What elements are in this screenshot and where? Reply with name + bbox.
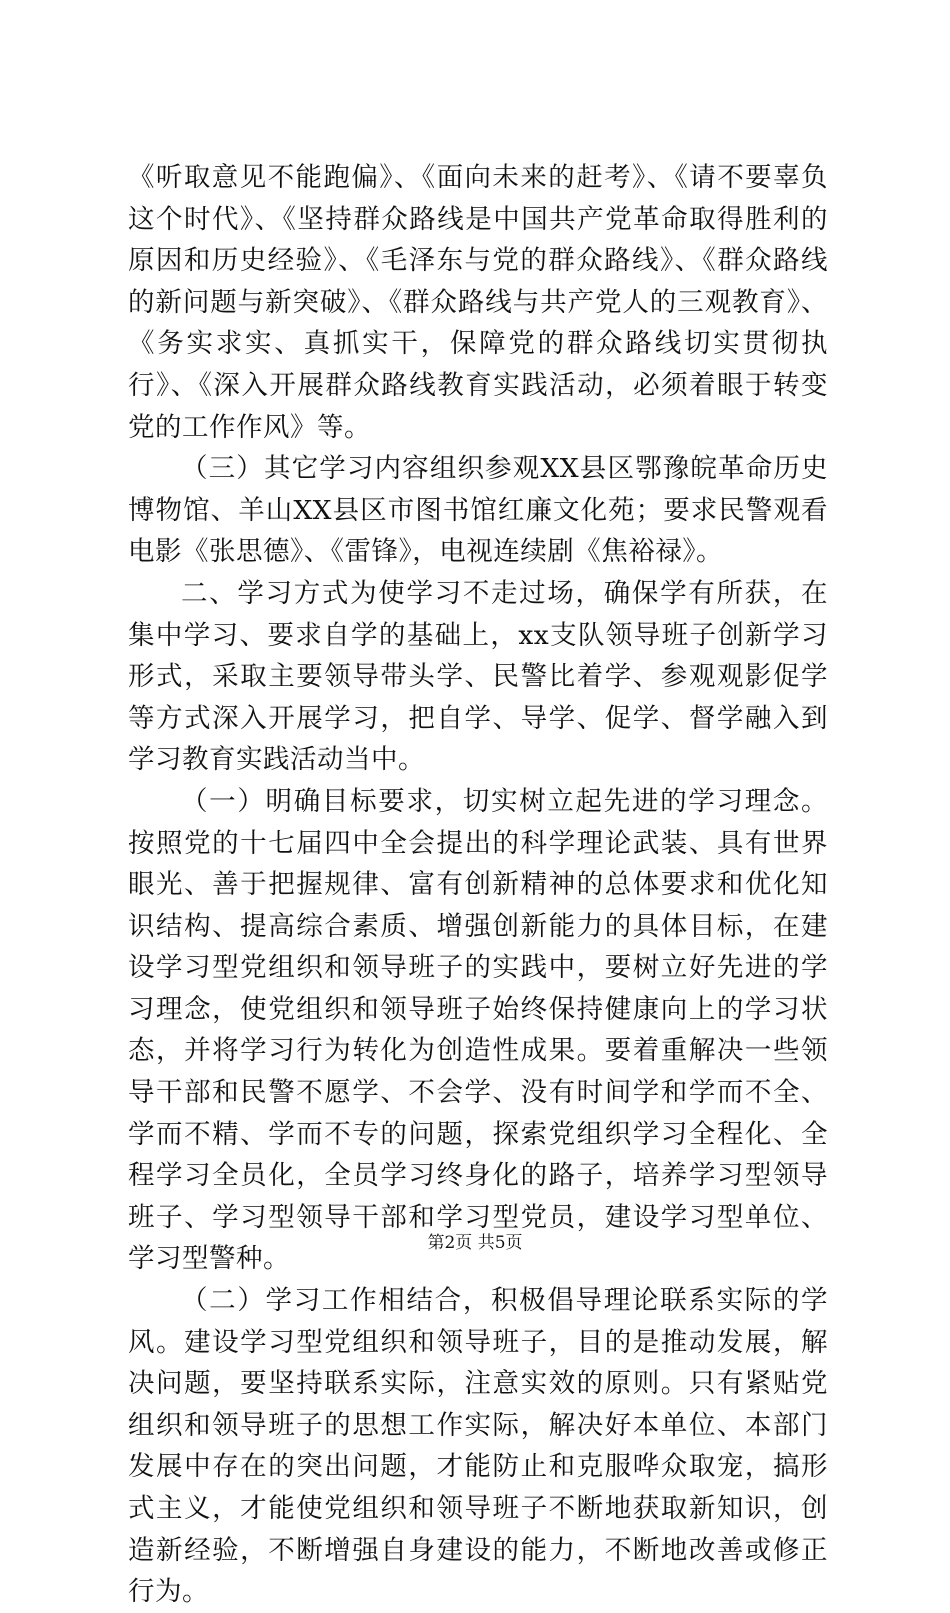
paragraph-book-list: 《听取意见不能跑偏》、《面向未来的赶考》、《请不要辜负这个时代》、《坚持群众路线是中国共产党革命取得胜利的原因和历史经验》、《毛泽东与党的群众路线》、《群众路线的新问题与新突破》、《群众路线与共产党人的三观教育》、《务实求实、真抓实干，保障党的群众路线切实贯彻执行》、《深入开展群众路线教育实践活动，必须着眼于转变党的工作作风》等。: [128, 162, 828, 443]
page-number-footer: 第2页 共5页: [427, 1233, 523, 1253]
document-body: [128, 157, 828, 1613]
paragraph-study-work-combined: （二）学习工作相结合，积极倡导理论联系实际的学风。建设学习型党组织和领导班子，目的是推动发展，解决问题，要坚持联系实际，注意实效的原则。只有紧贴党组织和领导班子的思想工作实际，解决好本单位、本部门发展中存在的突出问题，才能防止和克服哗众取宠，搞形式主义，才能使党组织和领导班子不断地获取新知识，创造新经验，不断增强自身建设的能力，不断地改善或修正行为。: [128, 1285, 828, 1608]
paragraph-study-method: 二、学习方式为使学习不走过场，确保学有所获，在集中学习、要求自学的基础上，xx支队领导班子创新学习形式，采取主要领导带头学、民警比着学、参观观影促学等方式深入开展学习，把自学、导学、促学、督学融入到学习教育实践活动当中。: [128, 577, 828, 776]
paragraph-other-content: （三）其它学习内容组织参观XX县区鄂豫皖革命历史博物馆、羊山XX县区市图书馆红廉文化苑；要求民警观看电影《张思德》、《雷锋》，电视连续剧《焦裕禄》。: [128, 453, 828, 568]
paragraph-goal-requirements: （一）明确目标要求，切实树立起先进的学习理念。按照党的十七届四中全会提出的科学理论武装、具有世界眼光、善于把握规律、富有创新精神的总体要求和优化知识结构、提高综合素质、增强创新能力的具体目标，在建设学习型党组织和领导班子的实践中，要树立好先进的学习理念，使党组织和领导班子始终保持健康向上的学习状态，并将学习行为转化为创造性成果。要着重解决一些领导干部和民警不愿学、不会学、没有时间学和学而不全、学而不精、学而不专的问题，探索党组织学习全程化、全程学习全员化，全员学习终身化的路子，培养学习型领导班子、学习型领导干部和学习型党员，建设学习型单位、学习型警种。: [128, 785, 828, 1275]
